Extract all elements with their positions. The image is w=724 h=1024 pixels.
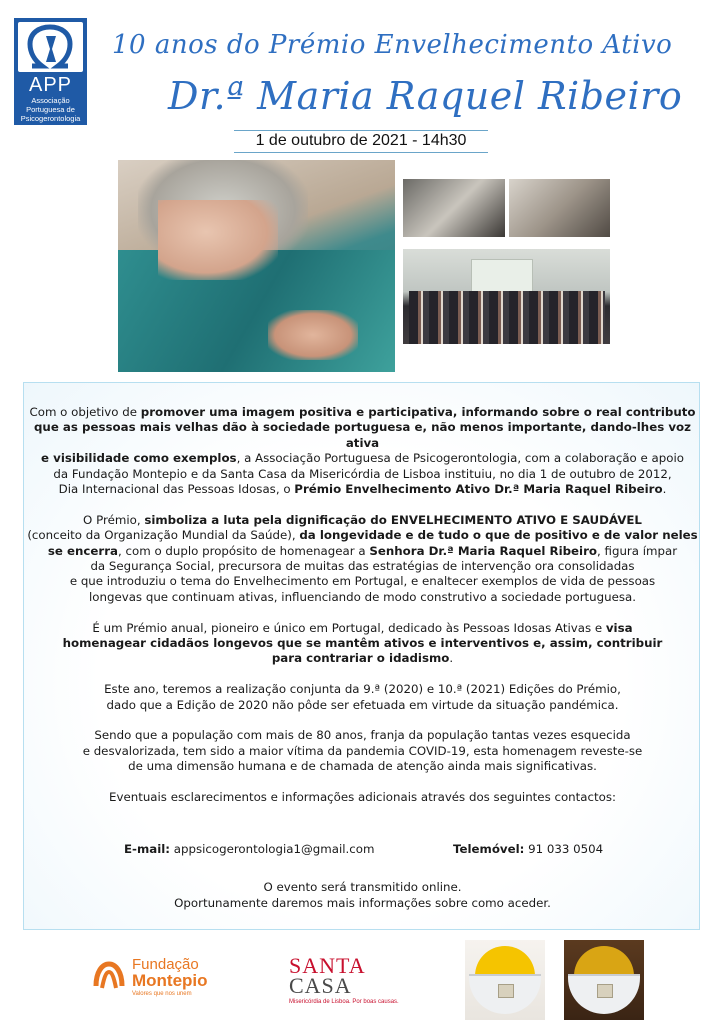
- group-photo: [403, 249, 610, 344]
- logo-name-line1: Associação: [31, 96, 70, 105]
- montepio-line2: Montepio: [132, 971, 208, 990]
- app-logo: [14, 18, 87, 125]
- closing-line2: Oportunamente daremos mais informações sobre como aceder.: [174, 896, 551, 910]
- montepio-symbol-icon: [92, 958, 126, 992]
- logo-abbreviation: APP: [28, 74, 73, 96]
- paragraph-annual: É um Prémio anual, pioneiro e único em Portugal, dedicado às Pessoas Idosas Ativas e visa homenagear cidadãos longevos que se mantêm ativos e interventivos e, assim, contribuir para contrariar o idadismo.: [62, 620, 663, 666]
- ceremony-photo-2: [509, 179, 610, 237]
- paragraph-pandemic: Sendo que a população com mais de 80 anos, franja da população tantas vezes esquecida e desvalorizada, tem sido a maior vítima da pandemia COVID-19, esta homenagem reveste-se de uma dimensão humana e de chamada de atenção ainda mais significativas.: [82, 728, 643, 774]
- omega-emblem: [18, 22, 83, 72]
- paragraph-award: O Prémio, simboliza a luta pela dignificação do ENVELHECIMENTO ATIVO E SAUDÁVEL (conceito da Organização Mundial da Saúde), da longevidade e de tudo o que de positivo e de valor neles se encerra, com o duplo propósito de homenagear a Senhora Dr.ª Maria Raquel Ribeiro, figura ímpar da Segurança Social, precursora de muitas das estratégias de intervenção ora consolidadas e que introduziu o tema do Envelhecimento em Portugal, e enaltecer exemplos de vida de pessoas longevas que continuam ativas, influenciando de modo construtivo a sociedade portuguesa.: [27, 512, 698, 604]
- event-date: [234, 130, 488, 152]
- omega-icon: [18, 22, 83, 72]
- logo-name-line2: Portuguesa de: [26, 105, 75, 114]
- email-label: E-mail:: [124, 842, 171, 856]
- date-rule-top: [234, 130, 488, 131]
- closing-line1: O evento será transmitido online.: [263, 880, 462, 894]
- portrait-photo: [118, 160, 395, 372]
- phone-contact: [453, 842, 603, 856]
- contacts-row: [24, 842, 701, 858]
- paragraph-objective: Com o objetivo de promover uma imagem positiva e participativa, informando sobre o real contributo que as pessoas mais velhas dão à sociedade portuguesa e, não menos importante, dando-lhes voz ativa e visibilidade como exemplos, a Associação Portuguesa de Psicogerontologia, com a colaboração e apoio da Fundação Montepio e da Santa Casa da Misericórdia de Lisboa instituiu, no dia 1 de outubro de 2012, Dia Internacional das Pessoas Idosas, o Prémio Envelhecimento Ativo Dr.ª Maria Raquel Ribeiro.: [29, 405, 696, 497]
- logo-name-line3: Psicogerontologia: [20, 114, 81, 123]
- date-rule-bottom: [234, 152, 488, 153]
- logo-name: [14, 96, 87, 123]
- award-trophy-photo-2: [564, 940, 644, 1020]
- ceremony-photo-1: [403, 179, 505, 237]
- fundacao-montepio-logo: [92, 956, 252, 1000]
- event-date-text: 1 de outubro de 2021 - 14h30: [255, 132, 467, 149]
- page-title-line2: Dr.ª Maria Raquel Ribeiro: [168, 74, 683, 118]
- paragraph-editions: Este ano, teremos a realização conjunta da 9.ª (2020) e 10.ª (2021) Edições do Prémio, dado que a Edição de 2020 não pôde ser efetuada em virtude da situação pandémica.: [104, 682, 621, 712]
- paragraph-contacts-intro: Eventuais esclarecimentos e informações adicionais através dos seguintes contactos:: [109, 790, 616, 805]
- montepio-line1: Fundação: [132, 956, 199, 973]
- santa-casa-tagline: Misericórdia de Lisboa. Por boas causas.: [289, 999, 399, 1005]
- description-box: [23, 382, 700, 930]
- page-title-line1: 10 anos do Prémio Envelhecimento Ativo: [112, 30, 673, 60]
- montepio-tagline: Valores que nos unem: [132, 991, 192, 997]
- description-text: [24, 405, 701, 821]
- santa-casa-line1: SANTA: [289, 953, 366, 978]
- email-contact: [124, 842, 374, 856]
- santa-casa-logo: [289, 953, 419, 1009]
- santa-casa-line2: CASA: [289, 973, 352, 998]
- award-trophy-photo-1: [465, 940, 545, 1020]
- closing-text: [24, 879, 701, 911]
- phone-label: Telemóvel:: [453, 842, 525, 856]
- phone-number: 91 033 0504: [528, 842, 604, 856]
- email-link[interactable]: appsicogerontologia1@gmail.com: [173, 842, 375, 856]
